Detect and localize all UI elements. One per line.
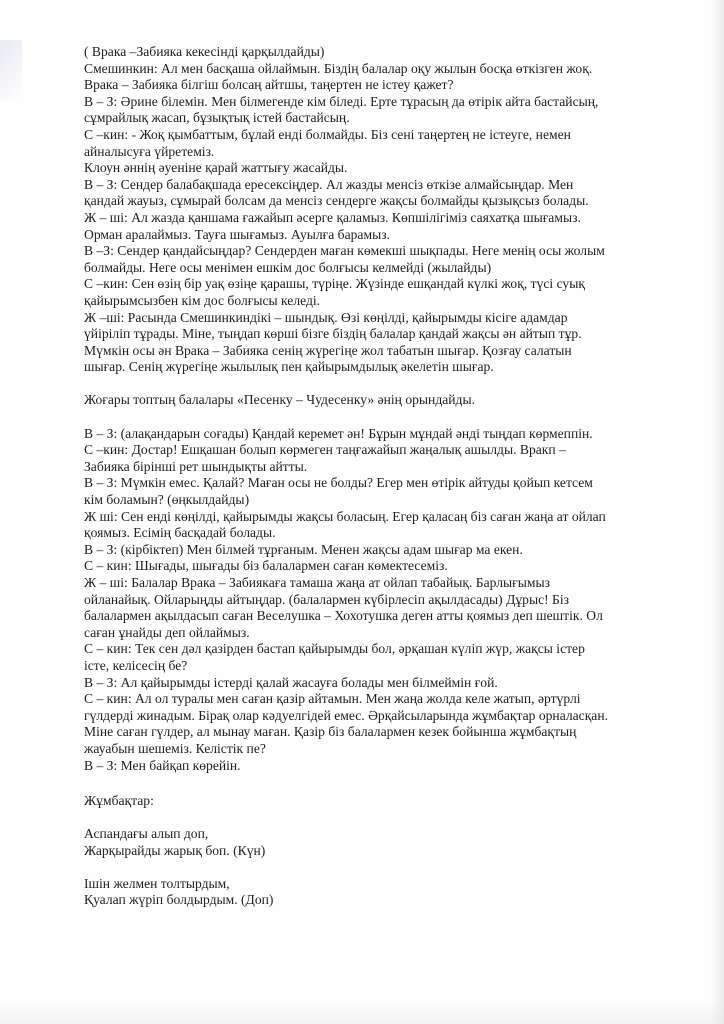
riddle-line: Қуалап жүріп болдырдым. (Доп)	[84, 892, 274, 908]
text-line: Забияка бірінші рет шындықты айтты.	[84, 458, 308, 474]
dialogue-block-1	[84, 44, 664, 376]
text-line: балалармен ақылдасып саған Веселушка – Хохотушка деген атты қоямыз деп шештік. Ол	[84, 608, 603, 624]
text-line: Врака – Забияка білгіш болсаң айтшы, таңертен не істеу қажет?	[84, 77, 454, 93]
text-line: С –кин: Сен өзің бір уақ өзіңе қарашы, түріңе. Жүзінде ешқандай күлкі жоқ, түсі суық	[84, 276, 585, 292]
text-line: қоямыз. Есімің басқадай болады.	[84, 525, 276, 541]
text-line: гүлдерді жинадым. Бірақ олар кәдуелгідей емес. Әрқайсыларында жұмбақтар орналасқан.	[84, 707, 609, 723]
text-line: В – З: Әрине білемін. Мен білмегенде кім біледі. Ерте тұрасың да өтірік айта бастайсың,	[84, 93, 599, 109]
paragraph-gap	[84, 409, 664, 426]
scan-shadow-mark	[0, 40, 22, 100]
paragraph-gap	[84, 809, 664, 826]
text-line: С –кин: Достар! Ешқашан болып көрмеген таңғажайып жаңалық ашылды. Вракп –	[84, 442, 566, 458]
riddle-line: Жарқырайды жарық боп. (Күн)	[84, 842, 266, 858]
text-line: үйіріліп тұрады. Міне, тыңдап көрші бізге біздің балалар қандай жақсы ән айтып тұр.	[84, 326, 582, 342]
text-line: В – З: Мен байқап көрейін.	[84, 757, 241, 773]
riddle-2	[84, 876, 664, 909]
riddles-heading: Жұмбақтар:	[84, 792, 154, 808]
paragraph-gap	[84, 376, 664, 393]
text-line: Мүмкін осы ән Врака – Забияка сенің жүрегіңе жол табатын шығар. Қозғау салатын	[84, 342, 572, 358]
text-line: В – З: (кірбіктеп) Мен білмей тұрғаным. Менен жақсы адам шығар ма екен.	[84, 541, 523, 557]
text-line: В – З: (алақандарын соғады) Қандай керемет ән! Бұрын мұндай әнді тыңдап көрмеппін.	[84, 425, 593, 441]
text-line: ( Врака –Забияка кекесінді қарқылдайды)	[84, 44, 325, 59]
text-line: С – кин: Шығады, шығады біз балалармен саған көмектесеміз.	[84, 558, 448, 574]
riddle-line: Аспандағы алып доп,	[84, 825, 209, 841]
text-line: С –кин: - Жоқ қымбаттым, бұлай енді болмайды. Біз сені таңертең не істеуге, немен	[84, 126, 571, 142]
text-line: В –З: Сендер қандайсыңдар? Сендерден маған көмекші шықпады. Неге менің осы жолым	[84, 243, 605, 259]
text-line: Ж – ші: Балалар Врака – Забиякаға тамаша жаңа ат ойлап табайық. Барлығымыз	[84, 575, 550, 590]
text-line: ойланайық. Ойларыңды айтыңдар. (балалармен күбірлесіп ақылдасады) Дұрыс! Біз	[84, 591, 569, 607]
paragraph-gap	[84, 774, 664, 791]
text-line: Клоун әннің әуеніне қарай жаттығу жасайды.	[84, 160, 348, 176]
text-line: В – З: Ал қайырымды істерді қалай жасауға болады мен білмеймін ғой.	[84, 674, 498, 690]
text-line: болмайды. Неге осы менімен ешкім дос болғысы келмейді (жылайды)	[84, 259, 492, 275]
riddle-line: Ішін желмен толтырдым,	[84, 875, 230, 891]
text-line: Смешинкин: Ал мен басқаша ойлаймын. Біздің балалар оқу жылын босқа өткізген жоқ.	[84, 60, 593, 76]
text-line: Орман аралаймыз. Тауға шығамыз. Ауылға барамыз.	[84, 226, 390, 242]
text-line: жауабын шешеміз. Келістік пе?	[84, 740, 266, 756]
scan-right-edge	[710, 0, 724, 1024]
text-line: Ж – ші: Ал жазда қаншама ғажайып әсерге қаламыз. Көпшілігіміз саяхатқа шығамыз.	[84, 209, 581, 225]
text-line: сұмрайлық жасап, бұзықтық істей бастайсың.	[84, 110, 350, 126]
text-line: С – кин: Ал ол туралы мен саған қазір айтамын. Мен жаңа жолда келе жатып, әртүрлі	[84, 691, 581, 707]
paragraph-gap	[84, 859, 664, 876]
text-line: В – З: Сендер балабақшада ересексіңдер. Ал жазды менсіз өткізе алмайсыңдар. Мен	[84, 176, 574, 192]
dialogue-block-2	[84, 426, 664, 774]
text-line: Ж –ші: Расында Смешинкиндікі – шындық. Өзі көңілді, қайырымды кісіге адамдар	[84, 309, 568, 325]
text-line: айналысуға үйретеміз.	[84, 143, 215, 159]
text-line: саған ұнайды деп ойлаймыз.	[84, 624, 250, 640]
document-page	[84, 44, 664, 909]
text-line: В – З: Мүмкін емес. Қалай? Маған осы не болды? Егер мен өтірік айтуды қойып кетсем	[84, 475, 593, 491]
text-line: кім боламын? (өңкылдайды)	[84, 492, 250, 508]
text-line: шығар. Сенің жүрегіңе жылылық пен қайырымдылық әкелетін шығар.	[84, 359, 494, 375]
text-line: қайырымсызбен кім дос болғысы келеді.	[84, 292, 321, 308]
riddle-1	[84, 826, 664, 859]
text-line: С – кин: Тек сен дәл қазірден бастап қайырымды бол, әрқашан күліп жүр, жақсы істер	[84, 641, 585, 657]
text-line: Міне саған гүлдер, ал мынау маған. Қазір біз балалармен кезек бойынша жұмбақтың	[84, 724, 577, 740]
text-line: істе, келісесің бе?	[84, 657, 188, 673]
text-line: Ж ші: Сен енді көңілді, қайырымды жақсы боласың. Егер қаласаң біз саған жаңа ат ойлап	[84, 508, 606, 524]
scan-bottom-shade	[0, 1000, 724, 1024]
song-note: Жоғары топтың балалары «Песенку – Чудесенку» әнің орындайды.	[84, 392, 475, 408]
text-line: қандай жауыз, сұмырай болсам да менсіз сендерге жақсы болмайды қызықсыз болады.	[84, 193, 589, 209]
